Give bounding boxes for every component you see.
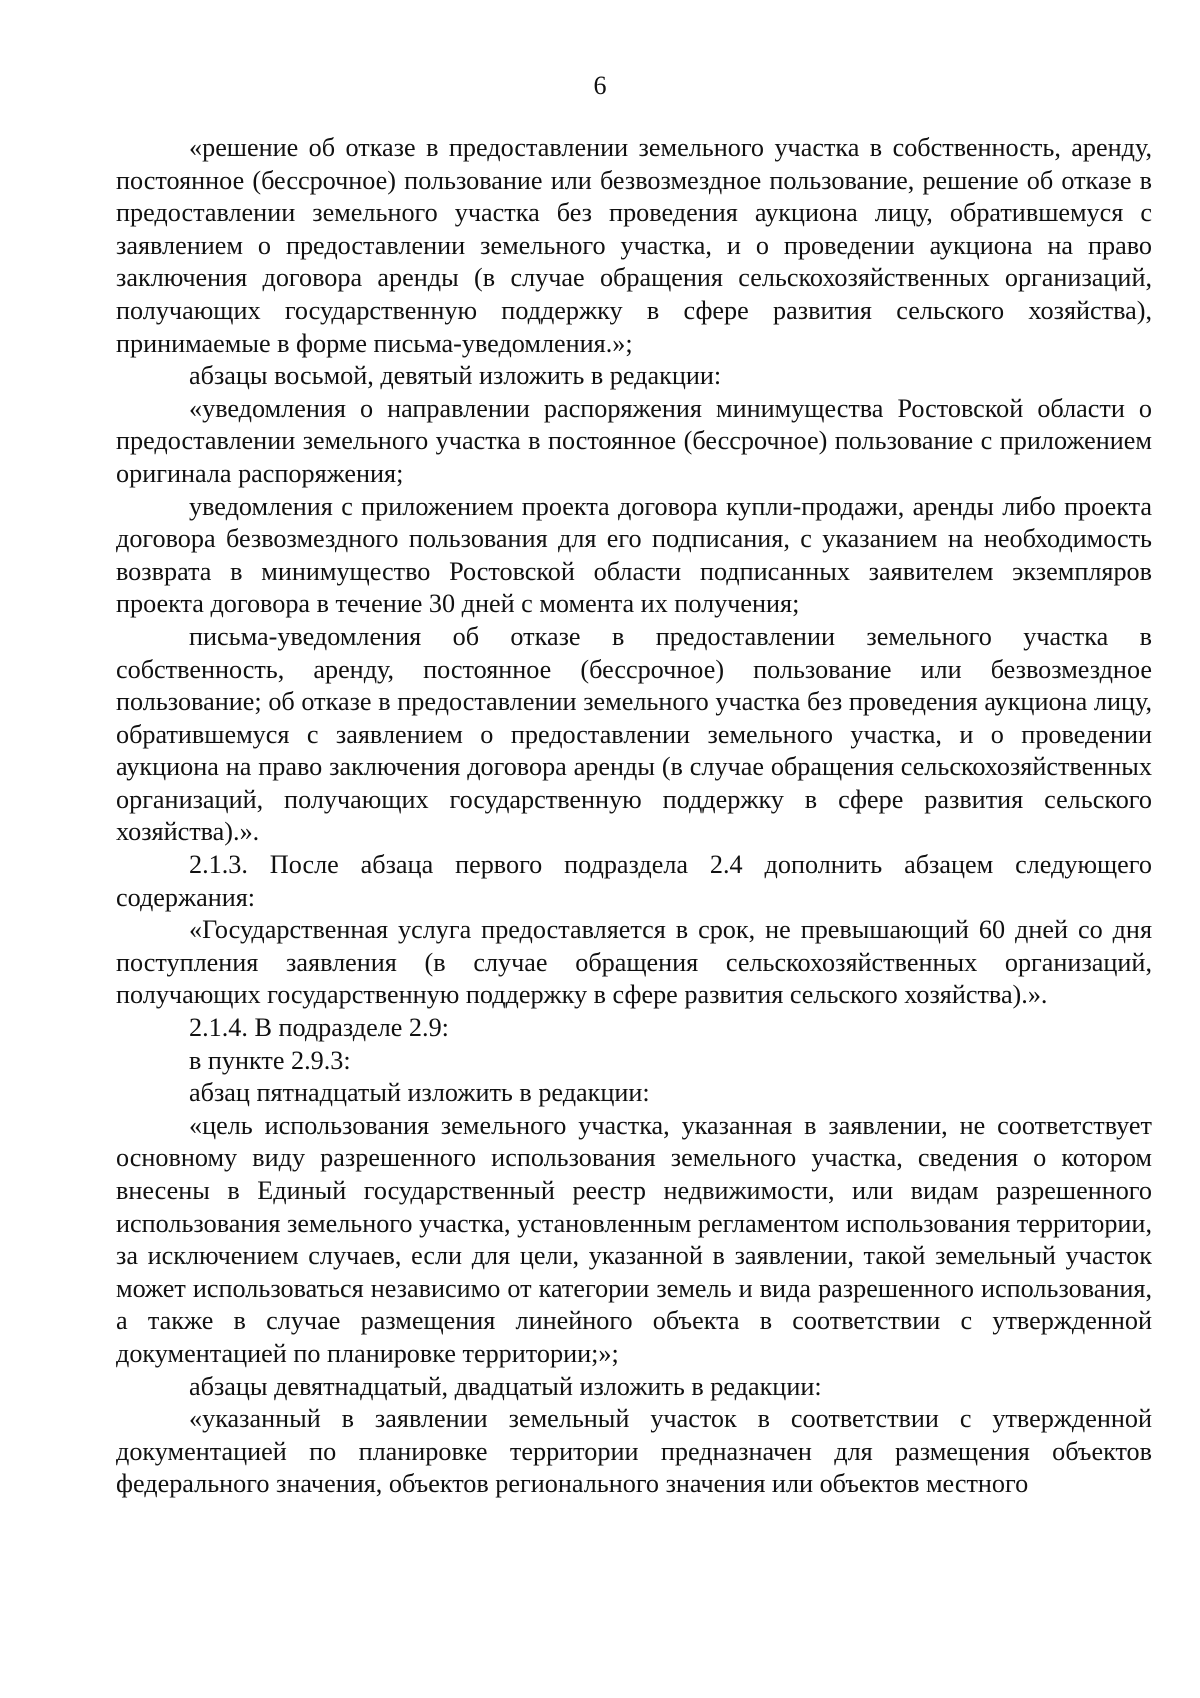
paragraph: «указанный в заявлении земельный участок в соответствии с утвержденной документацией по планировке территории предназначен для размещения объектов федерального значения, объектов регионального значения или объектов местного	[116, 1404, 1152, 1499]
paragraph: в пункте 2.9.3:	[189, 1045, 351, 1075]
paragraph: «Государственная услуга предоставляется в срок, не превышающий 60 дней со дня поступления заявления (в случае обращения сельскохозяйственных организаций, получающих государственную поддержку в сфере развития сельского хозяйства).».	[116, 915, 1152, 1010]
paragraph: «решение об отказе в предоставлении земельного участка в собственность, аренду, постоянное (бессрочное) пользование или безвозмездное пользование, решение об отказе в предоставлении земельного участка без проведения аукциона лицу, обратившемуся с заявлением о предоставлении земельного участка, и о проведении аукциона на право заключения договора аренды (в случае обращения сельскохозяйственных организаций, получающих государственную поддержку в сфере развития сельского хозяйства), принимаемые в форме письма-уведомления.»;	[116, 133, 1152, 358]
paragraph: абзацы девятнадцатый, двадцатый изложить в редакции:	[189, 1371, 822, 1401]
paragraph: абзац пятнадцатый изложить в редакции:	[189, 1078, 650, 1108]
document-body	[116, 132, 1152, 1501]
page-number: 6	[593, 71, 607, 100]
paragraph: письма-уведомления об отказе в предоставлении земельного участка в собственность, аренду, постоянное (бессрочное) пользование или безвозмездное пользование; об отказе в предоставлении земельного участка без проведения аукциона лицу, обратившемуся с заявлением о предоставлении земельного участка, и о проведении аукциона на право заключения договора аренды (в случае обращения сельскохозяйственных организаций, получающих государственную поддержку в сфере развития сельского хозяйства).».	[116, 621, 1152, 847]
paragraph: уведомления с приложением проекта договора купли-продажи, аренды либо проекта договора безвозмездного пользования для его подписания, с указанием на необходимость возврата в минимущество Ростовской области подписанных заявителем экземпляров проекта договора в течение 30 дней с момента их получения;	[116, 491, 1152, 619]
paragraph: 2.1.3. После абзаца первого подраздела 2.4 дополнить абзацем следующего содержания:	[116, 850, 1152, 912]
paragraph: 2.1.4. В подразделе 2.9:	[189, 1013, 449, 1043]
paragraph: абзацы восьмой, девятый изложить в редакции:	[189, 361, 722, 391]
paragraph: «цель использования земельного участка, указанная в заявлении, не соответствует основному виду разрешенного использования земельного участка, сведения о котором внесены в Единый государственный реестр недвижимости, или видам разрешенного использования земельного участка, установленным регламентом использования территории, за исключением случаев, если для цели, указанной в заявлении, такой земельный участок может использоваться независимо от категории земель и вида разрешенного использования, а также в случае размещения линейного объекта в соответствии с утвержденной документацией по планировке территории;»;	[116, 1110, 1152, 1368]
paragraph: «уведомления о направлении распоряжения минимущества Ростовской области о предоставлении земельного участка в постоянное (бессрочное) пользование с приложением оригинала распоряжения;	[116, 393, 1152, 488]
